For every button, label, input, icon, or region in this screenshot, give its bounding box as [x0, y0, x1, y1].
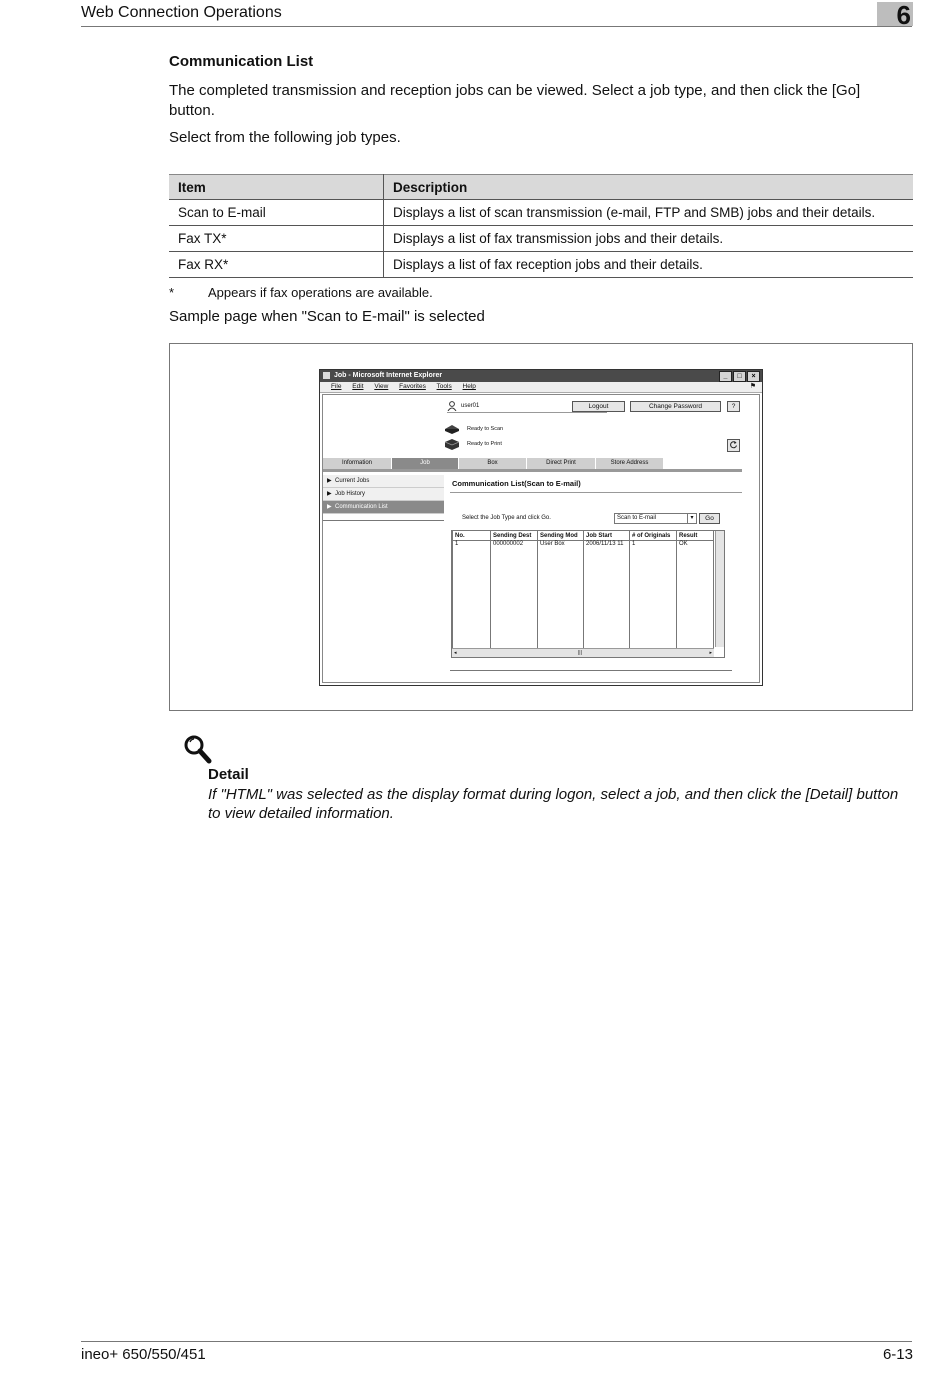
table-row — [169, 200, 913, 226]
description-cell: Displays a list of fax reception jobs and their details. — [384, 252, 914, 278]
item-cell: Fax TX* — [169, 226, 384, 252]
footer-page-number: 6-13 — [882, 1346, 913, 1363]
status-print: Ready to Print — [467, 441, 502, 447]
menu-edit[interactable]: Edit — [352, 383, 364, 390]
description-cell: Displays a list of fax transmission jobs and their details. — [384, 226, 914, 252]
item-cell: Scan to E-mail — [169, 200, 384, 226]
logout-button[interactable]: Logout — [572, 401, 625, 412]
minimize-button[interactable]: _ — [719, 371, 732, 382]
list-cell: 2006/11/13 11 — [584, 541, 630, 552]
browser-window — [319, 369, 763, 686]
list-header: Job Start — [584, 531, 630, 541]
communication-list-table — [451, 530, 725, 658]
empty-row — [453, 551, 714, 648]
list-cell: 000000002 — [491, 541, 538, 552]
content-rule — [450, 492, 742, 493]
job-type-select[interactable] — [614, 513, 697, 524]
footnote-text: Appears if fax operations are available. — [208, 285, 433, 300]
magnifier-icon — [182, 733, 212, 765]
chapter-tab — [877, 0, 913, 30]
column-header-description: Description — [384, 175, 914, 200]
left-nav-rule — [323, 520, 444, 521]
list-header: Result — [677, 531, 714, 541]
content-bottom-rule — [450, 670, 732, 671]
chevron-down-icon: ▾ — [687, 514, 696, 523]
scroll-thumb-icon[interactable]: ||| — [578, 650, 582, 656]
horizontal-scrollbar[interactable] — [452, 648, 714, 657]
list-header-row — [453, 531, 714, 541]
list-cell: OK — [677, 541, 714, 552]
nav-arrow-icon: ▶ — [327, 491, 332, 497]
vertical-scrollbar[interactable] — [715, 531, 724, 647]
window-title-bar — [320, 370, 762, 382]
description-cell: Displays a list of scan transmission (e-mail, FTP and SMB) jobs and their details. — [384, 200, 914, 226]
web-page-area — [322, 394, 760, 683]
column-header-item: Item — [169, 175, 384, 200]
footnote-mark: * — [169, 285, 175, 300]
left-nav — [323, 475, 444, 514]
tab-box[interactable]: Box — [459, 458, 527, 469]
content-title: Communication List(Scan to E-mail) — [452, 479, 581, 488]
list-header: # of Originals — [630, 531, 677, 541]
table-row — [169, 226, 913, 252]
ie-icon — [323, 372, 330, 379]
nav-job-history[interactable] — [323, 488, 444, 501]
refresh-icon[interactable] — [727, 439, 740, 452]
scroll-left-icon[interactable]: ◂ — [454, 650, 457, 656]
nav-communication-list[interactable] — [323, 501, 444, 514]
chapter-number: 6 — [896, 0, 911, 30]
help-button[interactable]: ? — [727, 401, 740, 412]
scroll-right-icon[interactable]: ▸ — [709, 650, 712, 656]
job-type-select-value: Scan to E-mail — [617, 515, 657, 521]
list-header: Sending Dest — [491, 531, 538, 541]
menu-file[interactable]: File — [331, 383, 342, 390]
detail-text: If "HTML" was selected as the display format during logon, select a job, and then click the [Detail] button to view detailed information. — [208, 786, 899, 822]
windows-flag-icon: ⚑ — [749, 383, 756, 390]
main-tabs — [323, 458, 742, 472]
job-types-table — [169, 174, 913, 278]
user-icon — [447, 401, 457, 411]
list-header: Sending Mod — [538, 531, 584, 541]
nav-label: Job History — [335, 491, 366, 497]
tab-store-address[interactable]: Store Address — [596, 458, 664, 469]
nav-arrow-icon: ▶ — [327, 504, 332, 510]
list-cell: 1 — [453, 541, 491, 552]
change-password-button[interactable]: Change Password — [630, 401, 721, 412]
scanner-icon — [444, 424, 460, 434]
nav-current-jobs[interactable] — [323, 475, 444, 488]
list-cell: 1 — [630, 541, 677, 552]
list-header: No. — [453, 531, 491, 541]
tab-direct-print[interactable]: Direct Print — [527, 458, 596, 469]
printer-icon — [444, 438, 460, 450]
section-title: Communication List — [169, 53, 314, 70]
nav-label: Communication List — [335, 504, 388, 510]
maximize-button[interactable]: □ — [733, 371, 746, 382]
menu-favorites[interactable]: Favorites — [399, 383, 426, 390]
sample-caption: Sample page when "Scan to E-mail" is selected — [169, 308, 485, 325]
job-type-prompt: Select the Job Type and click Go. — [462, 515, 551, 521]
go-button[interactable]: Go — [699, 513, 720, 524]
close-button[interactable]: × — [747, 371, 760, 382]
nav-label: Current Jobs — [335, 478, 370, 484]
select-paragraph: Select from the following job types. — [169, 129, 401, 146]
table-row — [169, 252, 913, 278]
menu-tools[interactable]: Tools — [436, 383, 452, 390]
running-header-title: Web Connection Operations — [81, 4, 282, 21]
intro-paragraph: The completed transmission and reception jobs can be viewed. Select a job type, and then click the [Go] button. — [169, 82, 861, 119]
footer-model: ineo+ 650/550/451 — [81, 1346, 206, 1363]
footer-rule — [81, 1341, 912, 1342]
status-scan: Ready to Scan — [467, 426, 504, 432]
menu-help[interactable]: Help — [462, 383, 476, 390]
list-cell: User Box — [538, 541, 584, 552]
item-cell: Fax RX* — [169, 252, 384, 278]
window-title: Job - Microsoft Internet Explorer — [334, 372, 443, 379]
detail-title: Detail — [208, 766, 249, 783]
table-header-row — [169, 175, 913, 200]
nav-arrow-icon: ▶ — [327, 478, 332, 484]
list-row[interactable] — [453, 541, 714, 552]
window-controls — [719, 371, 760, 382]
tab-information[interactable]: Information — [323, 458, 392, 469]
menu-view[interactable]: View — [374, 383, 389, 390]
header-rule — [81, 26, 912, 27]
user-name: user01 — [461, 403, 480, 409]
tab-job[interactable]: Job — [392, 458, 459, 469]
menu-bar — [320, 382, 762, 393]
